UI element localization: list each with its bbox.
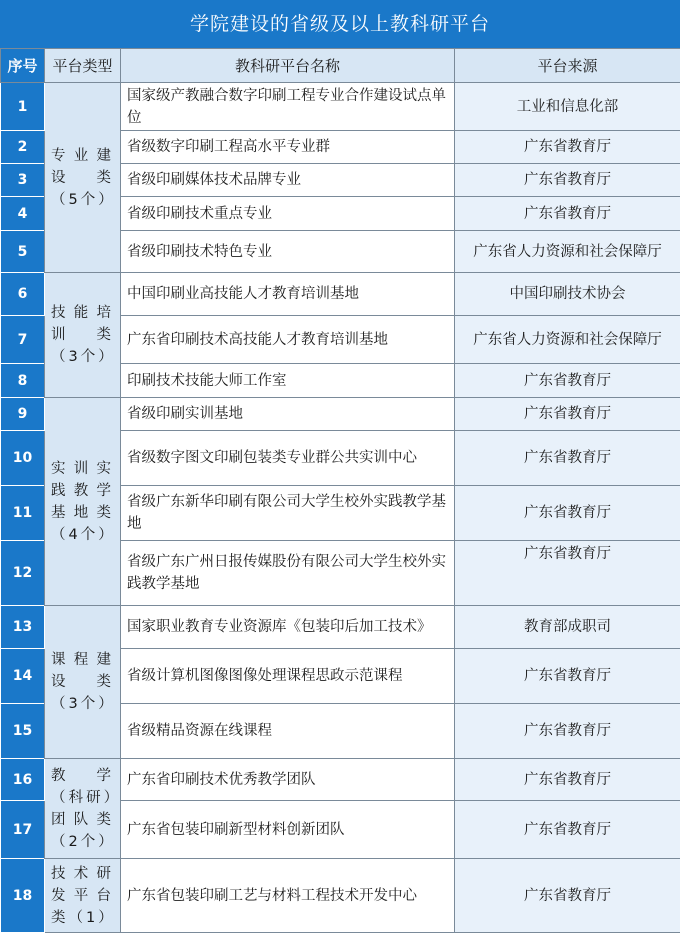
header-name: 教科研平台名称 xyxy=(121,49,455,83)
row-no: 1 xyxy=(1,83,45,131)
platform-name: 省级计算机图像图像处理课程思政示范课程 xyxy=(121,649,455,704)
table-row xyxy=(1,398,680,431)
platform-source: 广东省教育厅 xyxy=(455,364,680,398)
platform-name: 省级印刷技术重点专业 xyxy=(121,197,455,231)
platform-source: 广东省教育厅 xyxy=(455,759,680,801)
row-no: 11 xyxy=(1,486,45,541)
category-cell: 技术研发平台类（1） xyxy=(45,859,121,933)
platform-source: 广东省人力资源和社会保障厅 xyxy=(455,231,680,273)
platform-name: 广东省印刷技术优秀教学团队 xyxy=(121,759,455,801)
platform-name: 省级广东新华印刷有限公司大学生校外实践教学基地 xyxy=(121,486,455,541)
category-cell: 专业建设类（5个） xyxy=(45,83,121,273)
platform-name: 国家职业教育专业资源库《包装印后加工技术》 xyxy=(121,606,455,649)
row-no: 14 xyxy=(1,649,45,704)
platform-name: 中国印刷业高技能人才教育培训基地 xyxy=(121,273,455,316)
table-row xyxy=(1,606,680,649)
category-cell: 技能培训类（3个） xyxy=(45,273,121,398)
row-no: 15 xyxy=(1,704,45,759)
platform-name: 广东省包装印刷工艺与材料工程技术开发中心 xyxy=(121,859,455,933)
row-no: 12 xyxy=(1,541,45,606)
platform-name: 广东省包装印刷新型材料创新团队 xyxy=(121,801,455,859)
platform-name: 省级广东广州日报传媒股份有限公司大学生校外实践教学基地 xyxy=(121,541,455,606)
platform-name: 省级数字印刷工程高水平专业群 xyxy=(121,131,455,164)
table-row xyxy=(1,759,680,801)
platform-table xyxy=(0,48,680,933)
platform-source: 广东省教育厅 xyxy=(455,398,680,431)
platform-source: 广东省教育厅 xyxy=(455,486,680,541)
platform-name: 省级印刷实训基地 xyxy=(121,398,455,431)
platform-source: 广东省教育厅 xyxy=(455,801,680,859)
row-no: 13 xyxy=(1,606,45,649)
platform-name: 广东省印刷技术高技能人才教育培训基地 xyxy=(121,316,455,364)
platform-name: 省级印刷媒体技术品牌专业 xyxy=(121,164,455,197)
row-no: 5 xyxy=(1,231,45,273)
row-no: 9 xyxy=(1,398,45,431)
platform-name: 印刷技术技能大师工作室 xyxy=(121,364,455,398)
row-no: 7 xyxy=(1,316,45,364)
category-cell: 课程建设类（3个） xyxy=(45,606,121,759)
header-category: 平台类型 xyxy=(45,49,121,83)
platform-name: 省级数字图文印刷包装类专业群公共实训中心 xyxy=(121,431,455,486)
page-title: 学院建设的省级及以上教科研平台 xyxy=(0,0,680,48)
header-source: 平台来源 xyxy=(455,49,680,83)
platform-source: 广东省教育厅 xyxy=(455,197,680,231)
row-no: 16 xyxy=(1,759,45,801)
platform-source: 广东省教育厅 xyxy=(455,649,680,704)
platform-source: 广东省教育厅 xyxy=(455,859,680,933)
platform-source: 广东省教育厅 xyxy=(455,164,680,197)
platform-source: 广东省教育厅 xyxy=(455,431,680,486)
row-no: 4 xyxy=(1,197,45,231)
platform-source: 工业和信息化部 xyxy=(455,83,680,131)
row-no: 6 xyxy=(1,273,45,316)
platform-name: 省级精品资源在线课程 xyxy=(121,704,455,759)
category-cell: 实训实践教学基地类（4个） xyxy=(45,398,121,606)
platform-source: 广东省教育厅 xyxy=(455,131,680,164)
category-cell: 教学（科研）团队类（2个） xyxy=(45,759,121,859)
platform-name: 省级印刷技术特色专业 xyxy=(121,231,455,273)
table-row xyxy=(1,273,680,316)
platform-source: 广东省人力资源和社会保障厅 xyxy=(455,316,680,364)
platform-source: 教育部成职司 xyxy=(455,606,680,649)
table-row xyxy=(1,83,680,131)
table-row xyxy=(1,859,680,933)
table-header-row xyxy=(1,49,680,83)
row-no: 10 xyxy=(1,431,45,486)
row-no: 8 xyxy=(1,364,45,398)
platform-name: 国家级产教融合数字印刷工程专业合作建设试点单位 xyxy=(121,83,455,131)
platform-source: 广东省教育厅 xyxy=(455,704,680,759)
row-no: 3 xyxy=(1,164,45,197)
row-no: 2 xyxy=(1,131,45,164)
header-no: 序号 xyxy=(1,49,45,83)
platform-source: 广东省教育厅 xyxy=(455,541,680,606)
row-no: 17 xyxy=(1,801,45,859)
platform-source: 中国印刷技术协会 xyxy=(455,273,680,316)
row-no: 18 xyxy=(1,859,45,933)
